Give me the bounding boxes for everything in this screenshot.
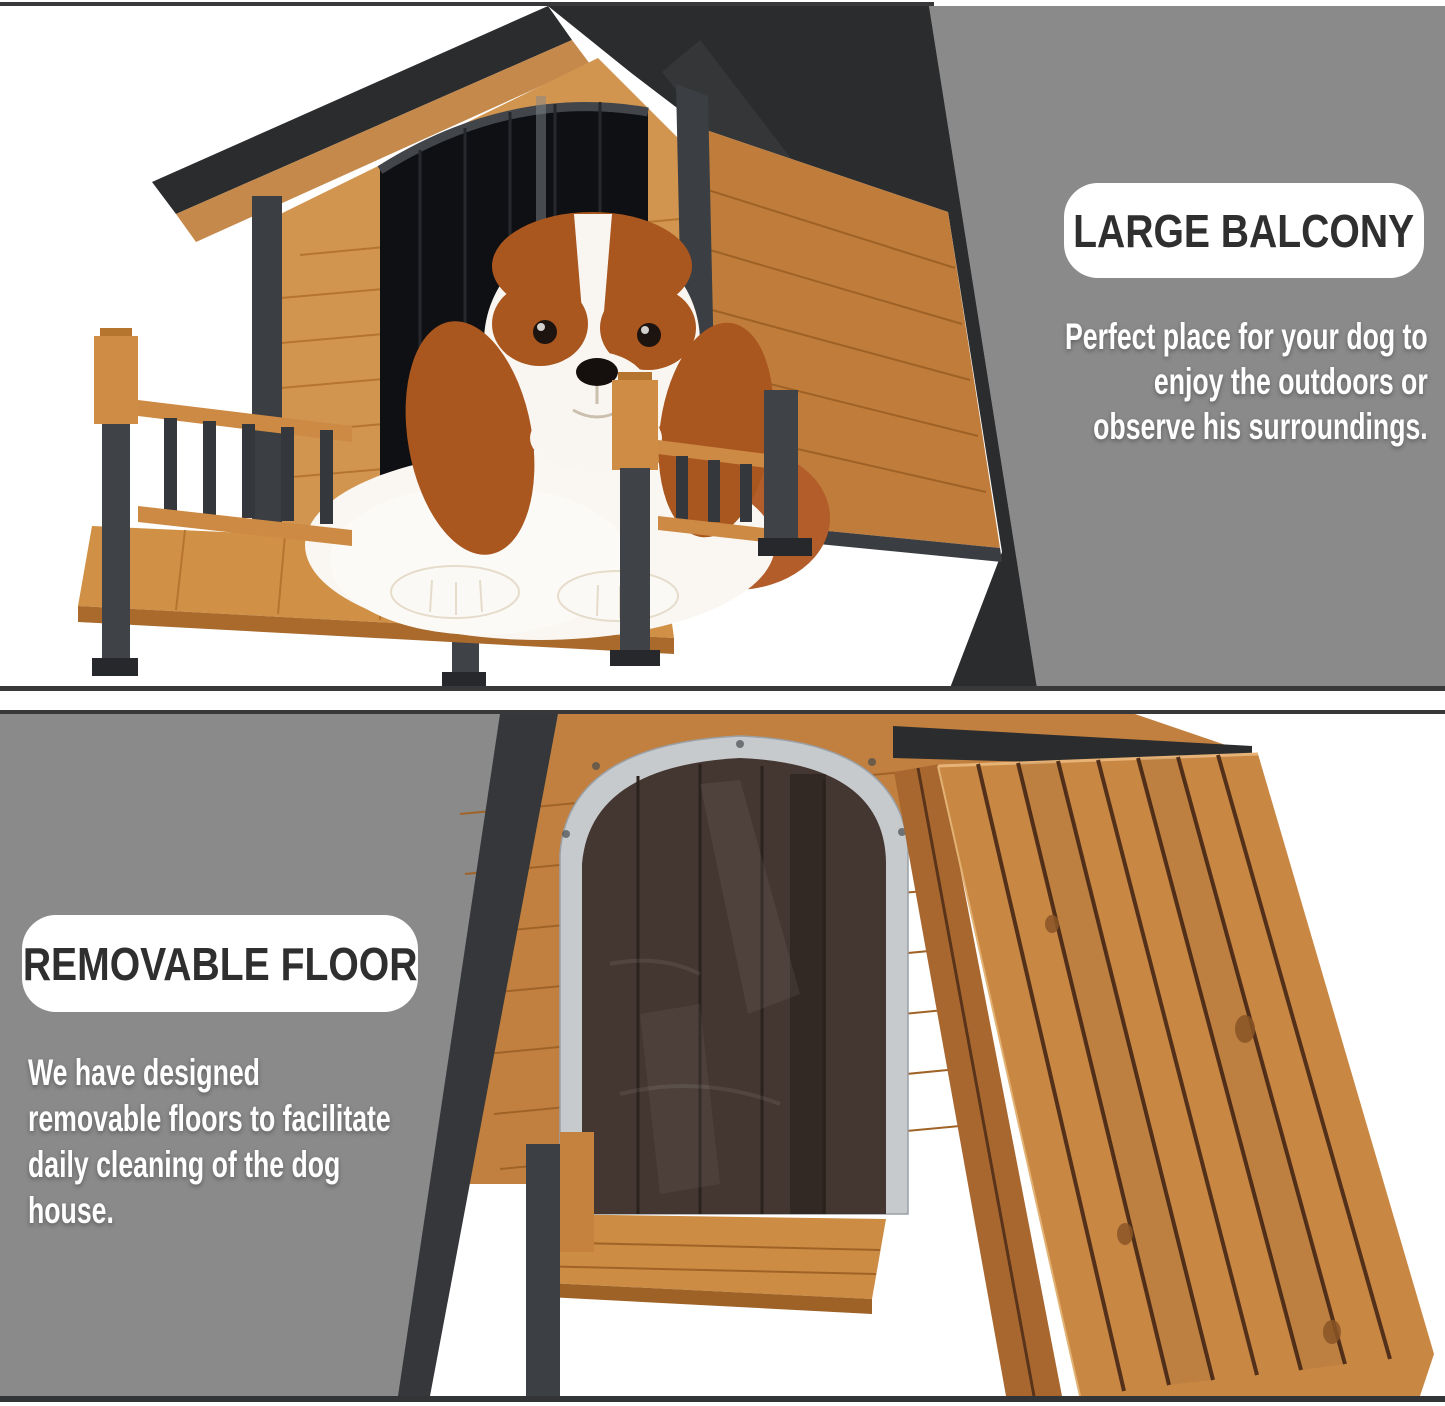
description-line: daily cleaning of the dog	[28, 1144, 341, 1185]
dog-nose	[576, 358, 618, 386]
description-line: Perfect place for your dog to	[1065, 316, 1428, 357]
bottom-frame-line	[0, 1396, 1445, 1402]
description-line: We have designed	[28, 1052, 260, 1093]
panel-divider-line-upper	[0, 686, 1445, 691]
description-line: removable floors to facilitate	[28, 1098, 391, 1139]
description-line: enjoy the outdoors or	[1154, 361, 1428, 402]
feature-title-pill-removable-floor	[22, 915, 418, 1012]
feature-description-large-balcony	[1065, 314, 1428, 449]
description-line: observe his surroundings.	[1093, 406, 1428, 447]
panel-divider-line-lower	[0, 710, 1445, 714]
feature-title: REMOVABLE FLOOR	[22, 937, 418, 990]
feature-title-pill-large-balcony	[1064, 183, 1424, 278]
feature-description-removable-floor	[28, 1050, 391, 1234]
feature-title: LARGE BALCONY	[1073, 204, 1415, 257]
metal-post	[526, 1144, 560, 1396]
corner-trim-left	[252, 196, 282, 526]
door-curtain-closeup	[560, 736, 908, 1214]
description-line: house.	[28, 1190, 114, 1231]
wood-post	[560, 1132, 594, 1252]
top-frame-line	[0, 2, 934, 6]
